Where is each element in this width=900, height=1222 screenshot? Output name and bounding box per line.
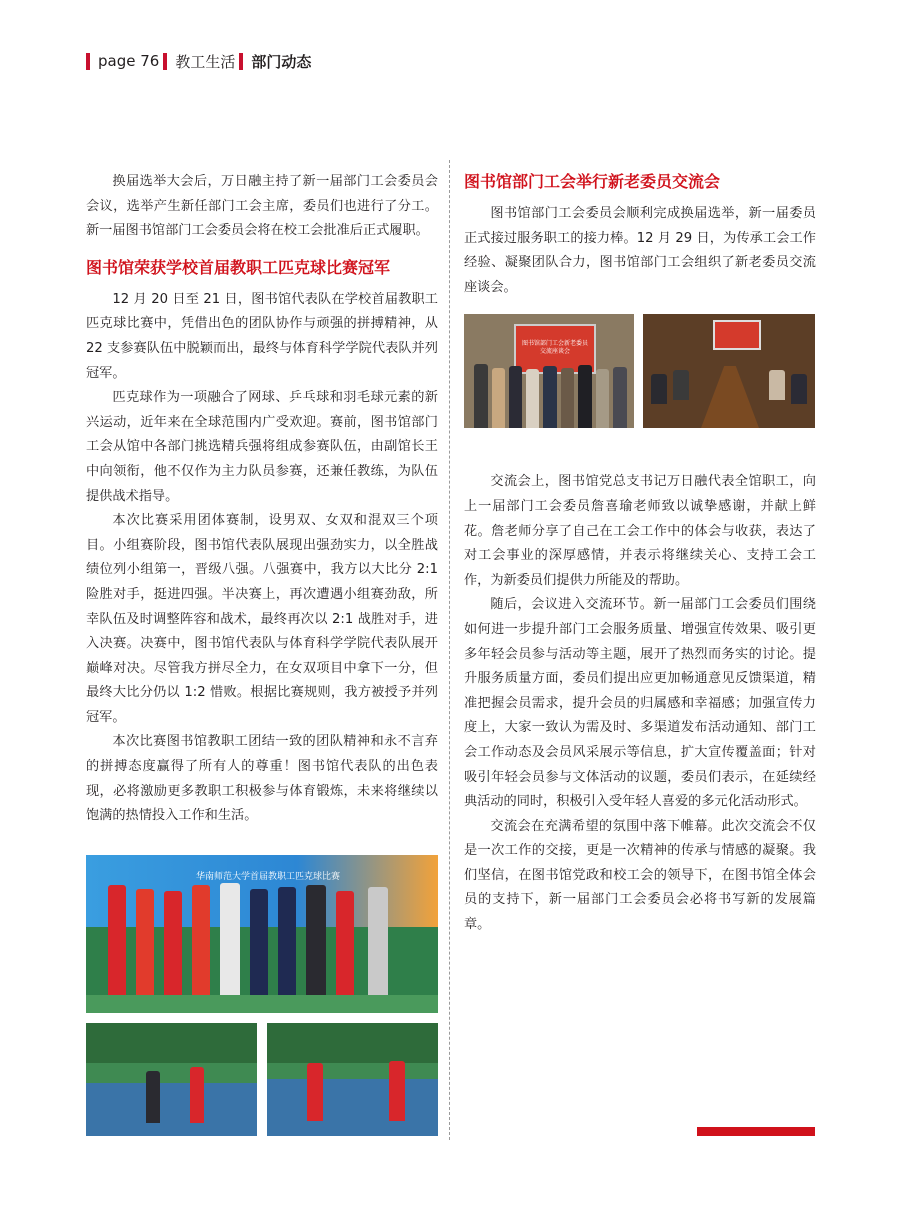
page-number: page 76 bbox=[98, 52, 160, 70]
header-bar bbox=[86, 53, 90, 70]
player bbox=[164, 891, 182, 995]
banner-text: 华南师范大学首届教职工匹克球比赛 bbox=[196, 872, 341, 882]
person bbox=[651, 374, 667, 404]
meeting-room-photo bbox=[643, 314, 815, 428]
person bbox=[561, 368, 574, 428]
article-paragraph: 图书馆部门工会委员会顺利完成换届选举，新一届委员正式接过服务职工的接力棒。12 月 29 日，为传承工会工作经验、凝聚团队合力，图书馆部门工会组织了新老委员交流座谈会。 bbox=[464, 206, 816, 295]
article-title-exchange-meeting: 图书馆部门工会举行新老委员交流会 bbox=[464, 172, 721, 191]
trees bbox=[86, 1023, 257, 1063]
meeting-screen bbox=[713, 320, 761, 350]
player bbox=[389, 1061, 405, 1121]
article-title-pickleball: 图书馆荣获学校首届教职工匹克球比赛冠军 bbox=[86, 257, 391, 277]
left-intro-paragraph: 换届选举大会后，万日融主持了新一届部门工会委员会会议，选举产生新任部门工会主席，委员们也进行了分工。新一届图书馆部门工会委员会将在校工会批准后正式履职。 bbox=[86, 174, 438, 239]
player bbox=[250, 889, 268, 995]
player bbox=[108, 885, 126, 995]
article-paragraph: 本次比赛图书馆教职工团结一致的团队精神和永不言弃的拼搏态度赢得了所有人的尊重！图书馆代表队的出色表现，必将激励更多教职工积极参与体育锻炼，未来将继续以饱满的热情投入工作和生活。 bbox=[86, 734, 438, 824]
player bbox=[306, 885, 326, 995]
person bbox=[543, 366, 557, 428]
player bbox=[190, 1067, 204, 1123]
article-paragraph: 交流会上，图书馆党总支书记万日融代表全馆职工，向上一届部门工会委员詹喜瑜老师致以诚挚感谢，并献上鲜花。詹老师分享了自己在工会工作中的体会与收获，表达了对工会事业的深厚感情，并表示将继续关心、支持工会工作，为新委员们提供力所能及的帮助。 bbox=[464, 474, 816, 588]
header-bar bbox=[239, 53, 243, 70]
column-divider bbox=[449, 160, 450, 1140]
screen-title: 图书馆部门工会新老委员交流座谈会 bbox=[521, 340, 588, 355]
conference-table bbox=[701, 366, 759, 428]
player bbox=[368, 887, 388, 995]
person bbox=[474, 364, 488, 428]
page-header bbox=[86, 50, 311, 72]
player bbox=[307, 1063, 323, 1121]
section-name: 部门动态 bbox=[251, 52, 312, 71]
person bbox=[673, 370, 689, 400]
person bbox=[526, 369, 539, 428]
court-ground bbox=[86, 995, 438, 1013]
player bbox=[278, 887, 296, 995]
player bbox=[192, 885, 210, 995]
article-paragraph: 交流会在充满希望的氛围中落下帷幕。此次交流会不仅是一次工作的交接，更是一次精神的传承与情感的凝聚。我们坚信，在图书馆党政和校工会的领导下，在图书馆全体会员的支持下，新一届部门工会委员会必将书写新的发展篇章。 bbox=[464, 818, 816, 933]
article-paragraph: 12 月 20 日至 21 日，图书馆代表队在学校首届教职工匹克球比赛中，凭借出色的团队协作与顽强的拼搏精神，从 22 支参赛队伍中脱颖而出，最终与体育科学学院代表队并列冠军。 bbox=[86, 291, 438, 381]
left-column bbox=[86, 170, 438, 829]
person bbox=[596, 369, 609, 428]
right-column bbox=[464, 170, 816, 938]
article-paragraph: 本次比赛采用团体赛制，设男双、女双和混双三个项目。小组赛阶段，图书馆代表队展现出强劲实力，以全胜战绩位列小组第一，晋级八强。八强赛中，我方以大比分 2:1 险胜对手，挺进四强。半决赛上，再次遭遇小组赛劲敌，所幸队伍及时调整阵容和战术，最终再次以 2:1 战胜对手，进入决赛。决赛中，图书馆代表队与体育科学学院代表队展开巅峰对决。尽管我方拼尽全力，在女双项目中拿下一分，但最终大比分仍以 1:2 惜败。根据比赛规则，我方被授予并列冠军。 bbox=[86, 513, 438, 725]
article-paragraph: 随后，会议进入交流环节。新一届部门工会委员们围绕如何进一步提升部门工会服务质量、增强宣传效果、吸引更多年轻会员参与活动等主题，展开了热烈而务实的讨论。提升服务质量方面，委员们提出应更加畅通意见反馈渠道，精准把握会员需求，提升会员的归属感和幸福感；加强宣传力度上，大家一致认为需及时、多渠道发布活动通知、部门工会工作动态及会员风采展示等信息，扩大宣传覆盖面；针对吸引年轻会员参与文体活动的议题，委员们表示，在延续经典活动的同时，积极引入受年轻人喜爱的多元化活动形式。 bbox=[464, 597, 816, 810]
trees bbox=[267, 1023, 438, 1063]
person bbox=[613, 367, 627, 428]
player bbox=[146, 1071, 160, 1123]
pickleball-team-photo bbox=[86, 855, 438, 1013]
match-photo-2 bbox=[267, 1023, 438, 1136]
match-photo-1 bbox=[86, 1023, 257, 1136]
player bbox=[136, 889, 154, 995]
court bbox=[86, 1083, 257, 1136]
person bbox=[769, 370, 785, 400]
header-bar bbox=[163, 53, 167, 70]
person bbox=[492, 368, 505, 428]
article-paragraph: 匹克球作为一项融合了网球、乒乓球和羽毛球元素的新兴运动，近年来在全球范围内广受欢迎。赛前，图书馆部门工会从馆中各部门挑选精兵强将组成参赛队伍，由副馆长王中向领衔，他不仅作为主力队员参赛，还兼任教练，为队伍提供战术指导。 bbox=[86, 390, 438, 504]
court bbox=[267, 1079, 438, 1136]
magazine-name: 教工生活 bbox=[175, 52, 236, 71]
player bbox=[220, 883, 240, 995]
person bbox=[791, 374, 807, 404]
player bbox=[336, 891, 354, 995]
person bbox=[509, 366, 522, 428]
meeting-group-photo bbox=[464, 314, 634, 428]
person bbox=[578, 365, 592, 428]
footer-accent-bar bbox=[697, 1127, 815, 1136]
